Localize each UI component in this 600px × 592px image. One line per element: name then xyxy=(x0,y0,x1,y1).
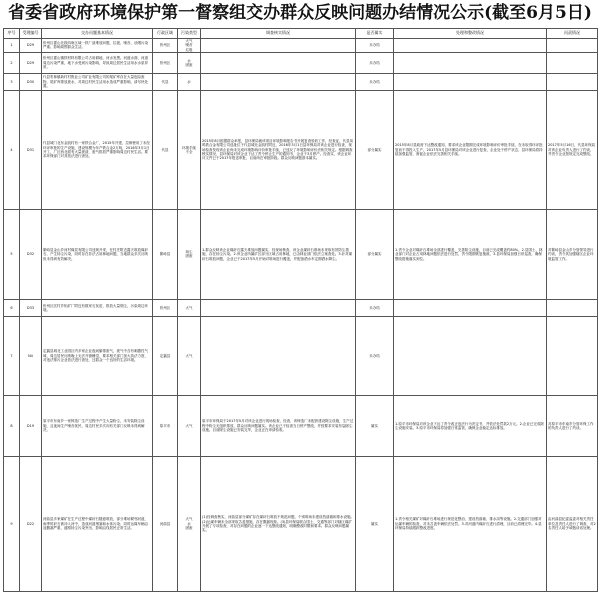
cell-type: 水 固废 xyxy=(178,52,201,73)
cell-region: 代县 xyxy=(153,90,178,209)
cell-type: 扬尘 固废 xyxy=(178,209,201,299)
cell-verdict: 未办结 xyxy=(356,316,394,395)
cell-code: D33 xyxy=(20,299,42,316)
cell-account: 2017年5月16日，代县环保局对该企业负责人进行了约谈，并责令企业按规定完成整改。 xyxy=(547,90,598,209)
cell-type: 大气 xyxy=(178,299,201,316)
cell-handling xyxy=(394,73,547,90)
cell-no: 5 xyxy=(4,209,20,299)
cell-issue: 忻州区霍山镇铁材料有限公司占用耕地、河水发黑。河道水面、河道周边污染严重，地下水受到污染影响，导致周边居民生活用水水质异常。 xyxy=(42,52,153,73)
cell-account xyxy=(547,39,598,53)
complaint-table xyxy=(3,28,598,592)
cell-type: 大气 xyxy=(178,395,201,456)
header-survey: 调查核实情况 xyxy=(201,29,356,39)
cell-verdict: 属实 xyxy=(356,456,394,591)
cell-region: 繁峙县 xyxy=(153,209,178,299)
cell-issue: 原平市东南乡一家铸造厂生产过程中产生大量粉尘，未安装除尘设施，且夜间生产噪音扰民，周边村民多次向有关部门反映未得到解决。 xyxy=(42,395,153,456)
cell-account xyxy=(547,299,598,316)
table-row xyxy=(4,299,598,316)
cell-survey: (1)经调查核实，河曲县部分煤矿存在煤矸石堆放不规范问题，个别堆场未建设挡渣墙和排水设施。(2)运煤车辆未全部采取苫盖措施，存在撒漏现象。(3)县环保局联合国土、交通等部门对辖区煤矿开展了专项检查，对存在问题的企业逐一下达整改通知，明确整改时限和要求。群众反映问题属实。 xyxy=(201,456,356,591)
header-account: 问责情况 xyxy=(547,29,598,39)
cell-region: 忻州区 xyxy=(153,39,178,53)
cell-code: D19 xyxy=(20,395,42,456)
table-row xyxy=(4,73,598,90)
cell-code: D29 xyxy=(20,39,42,53)
cell-verdict: 属实 xyxy=(356,395,394,456)
cell-type: 大气 水 固废 xyxy=(178,456,201,591)
cell-handling: 1.责令企业对煤矸石堆场全部进行覆盖，完善防尘设施，目前已完成覆盖约80%。2.县国土、林业部门对企业占用林地问题依法进行处罚，责令限期恢复植被。3.县环保局加强日常巡查，确保整改措施落实到位。 xyxy=(394,209,547,299)
cell-survey xyxy=(201,316,356,395)
cell-type: 大气 xyxy=(178,316,201,395)
cell-no: 6 xyxy=(4,299,20,316)
cell-no: 2 xyxy=(4,52,20,73)
header-no: 序号 xyxy=(4,29,20,39)
cell-account xyxy=(547,316,598,395)
cell-region: 代县 xyxy=(153,73,178,90)
cell-region: 河曲县 xyxy=(153,456,178,591)
table-row xyxy=(4,316,598,395)
cell-account: 对原平市东南乡分管环保工作的负责人进行了约谈。 xyxy=(547,395,598,456)
cell-no: 7 xyxy=(4,316,20,395)
header-verdict: 是否属实 xyxy=(356,29,394,39)
cell-issue: 繁峙县金山乡河村煤炭有限公司违规开采，在村庄附近露天堆放煤矸石，产生扬尘污染，同时存在非法占用林地问题，当地群众多次反映但未得到有效解决。 xyxy=(42,209,153,299)
header-type: 污染类型 xyxy=(178,29,201,39)
cell-code: N4 xyxy=(20,316,42,395)
cell-region: 定襄县 xyxy=(153,316,178,395)
cell-no: 3 xyxy=(4,73,20,90)
header-code: 受理编号 xyxy=(20,29,42,39)
cell-type: 水 xyxy=(178,73,201,90)
table-row xyxy=(4,395,598,456)
header-issue: 交办问题基本情况 xyxy=(42,29,153,39)
cell-verdict: 部分属实 xyxy=(356,90,394,209)
cell-code: D22 xyxy=(20,456,42,591)
cell-issue: 代县枣林镇新村村焦业公司矿业有限公司的尾矿库存在大量危险废物，尾矿库排放废水，对周边村民生活用水造成严重影响，请尽快处置。 xyxy=(42,73,153,90)
cell-handling: 1.责令相关煤矿对煤矸石堆场进行规范化整治，建设挡渣墙、排水沟等设施。2.交通部门加强对运煤车辆的检查，对未苫盖车辆依法处罚。3.对河道内煤矸石进行清理，目前已清理完毕。4.县环保局持续跟踪整改进度。 xyxy=(394,456,547,591)
cell-type: 环境手续 不全 xyxy=(178,90,201,209)
cell-handling xyxy=(394,39,547,53)
cell-verdict: 部分属实 xyxy=(356,209,394,299)
table-row xyxy=(4,52,598,73)
table-row xyxy=(4,456,598,591)
cell-issue: 忻州区霍山北段四角区域一铁厂渣堆放问题，拉圾、噪音、油烟污染严重。影响周围群众生活。 xyxy=(42,39,153,53)
table-row xyxy=(4,209,598,299)
cell-code: D31 xyxy=(20,90,42,209)
table-row xyxy=(4,39,598,53)
table-header-row xyxy=(4,29,598,39)
cell-account: 由河曲县纪委监委对相关责任单位及责任人进行了调查，对2名责任人给予诫勉谈话处理。 xyxy=(547,456,598,591)
cell-issue: 定襄县城北工业园区内多家企业夜间偷排废气，废气中含有刺激性气味，周边居民反映晚上无法开窗睡觉，要求相关部门加大执法力度，对违法排污企业依法进行查处，还群众一个良好的生活环境。 xyxy=(42,316,153,395)
cell-verdict: 未办结 xyxy=(356,299,394,316)
cell-code: D32 xyxy=(20,209,42,299)
cell-account xyxy=(547,52,598,73)
cell-survey xyxy=(201,73,356,90)
cell-no: 8 xyxy=(4,395,20,456)
cell-code: D29 xyxy=(20,52,42,73)
cell-issue: 河曲县多家煤矿在生产过程中煤矸石随意堆放，部分堆场紧邻河道，雨季时矸石被冲入河中，造成河道堵塞和水体污染；同时运煤车辆沿途撒漏严重，道路扬尘污染突出，影响沿线居民正常生活。 xyxy=(42,456,153,591)
cell-issue: 忻州区匡村乡铝矿厂附近有数家石灰窑，排放大量烟尘，污染周边环境。 xyxy=(42,299,153,316)
cell-verdict: 未办结 xyxy=(356,73,394,90)
cell-handling xyxy=(394,52,547,73)
cell-handling: 1.原平市环保局对该企业下达了责令改正违法行为决定书，并依法处罚款2万元。2.企业已完成除尘设施安装。3.原平市环保局将加强日常监管，确保企业稳定达标排放。 xyxy=(394,395,547,456)
cell-no: 9 xyxy=(4,456,20,591)
cell-handling: 2015年8月县政府下达整改通知，要求该企业限期完成环境影响评价审批手续，在未取得环评批复前不得投入生产。2017年5月县环保局对该企业进行复查，企业处于停产状态，县环保局将持续加强监管，督促企业依法完善相关手续。 xyxy=(394,90,547,209)
cell-survey xyxy=(201,39,356,53)
header-region: 行政区域 xyxy=(153,29,178,39)
cell-region: 原平市 xyxy=(153,395,178,456)
cell-survey: 原平市环保局于2017年5月对该企业进行现场检查，经查，该铸造厂未配套建设除尘设施，生产过程中粉尘无组织排放，群众反映问题属实。该企业已于检查当日停产整改，并按要求安装布袋除尘设施。目前除尘设施已安装完毕，企业正在申请验收。 xyxy=(201,395,356,456)
cell-type: 大气 噪音 垃圾 xyxy=(178,39,201,53)
cell-survey: 1.群众反映该企业煤矸石露天堆放问题属实，经现场核查，该企业煤矸石堆场未采取有效防尘措施，存在扬尘污染。2.该企业所属矿区部分区域占用林地，已由林业部门依法立案查处。3.针对煤矸石堆放问题，企业已于2017年5月开始对堆场进行覆盖，并配备洒水车定期洒水降尘。 xyxy=(201,209,356,299)
cell-handling xyxy=(394,299,547,316)
cell-verdict: 未办结 xyxy=(356,39,394,53)
cell-account: 对繁峙县金山乡分管领导进行约谈，责令其加强辖区企业环境监管工作。 xyxy=(547,209,598,299)
cell-survey: 2015年8月根据群众举报，县环保局就该项目环境影响报告书开展复查验收工作，经查证，代县凤鸣铁合金有限公司选址位于代县城北金凯村附近，2016年3月1日县环保局对该企业进行检查，现场检查发现该企业尚未完成环境影响评价审批手续，已违反了环境影响评价法相关规定。根据调查核实情况，县环保局对该企业下达了责令停止生产的通知书，企业于3月停产。经查实，该企业环评文件已于2017年报送审批，目前尚在审批阶段。群众反映问题基本属实。 xyxy=(201,90,356,209)
cell-region: 忻州区 xyxy=(153,299,178,316)
cell-no: 4 xyxy=(4,90,20,209)
cell-survey xyxy=(201,52,356,73)
cell-code: D30 xyxy=(20,73,42,90)
page-title: 省委省政府环境保护第一督察组交办群众反映问题办结情况公示(截至6月5日) xyxy=(8,3,592,23)
table-row xyxy=(4,90,598,209)
cell-issue: 代县城门北东金凯村有一家铁合金厂，2015年开建，拉制使用了未经环评审批的生产设施，建设规模为年产铁合金2万吨，2016年3月1日开工，厂区西北面有大量废渣，废气排放严重影响周边村民生活。要求环保部门对其依法进行查处。 xyxy=(42,90,153,209)
cell-handling xyxy=(394,316,547,395)
cell-account xyxy=(547,73,598,90)
cell-verdict: 未办结 xyxy=(356,52,394,73)
cell-survey xyxy=(201,299,356,316)
cell-region: 忻州区 xyxy=(153,52,178,73)
cell-no: 1 xyxy=(4,39,20,53)
header-handling: 处理和整改情况 xyxy=(394,29,547,39)
